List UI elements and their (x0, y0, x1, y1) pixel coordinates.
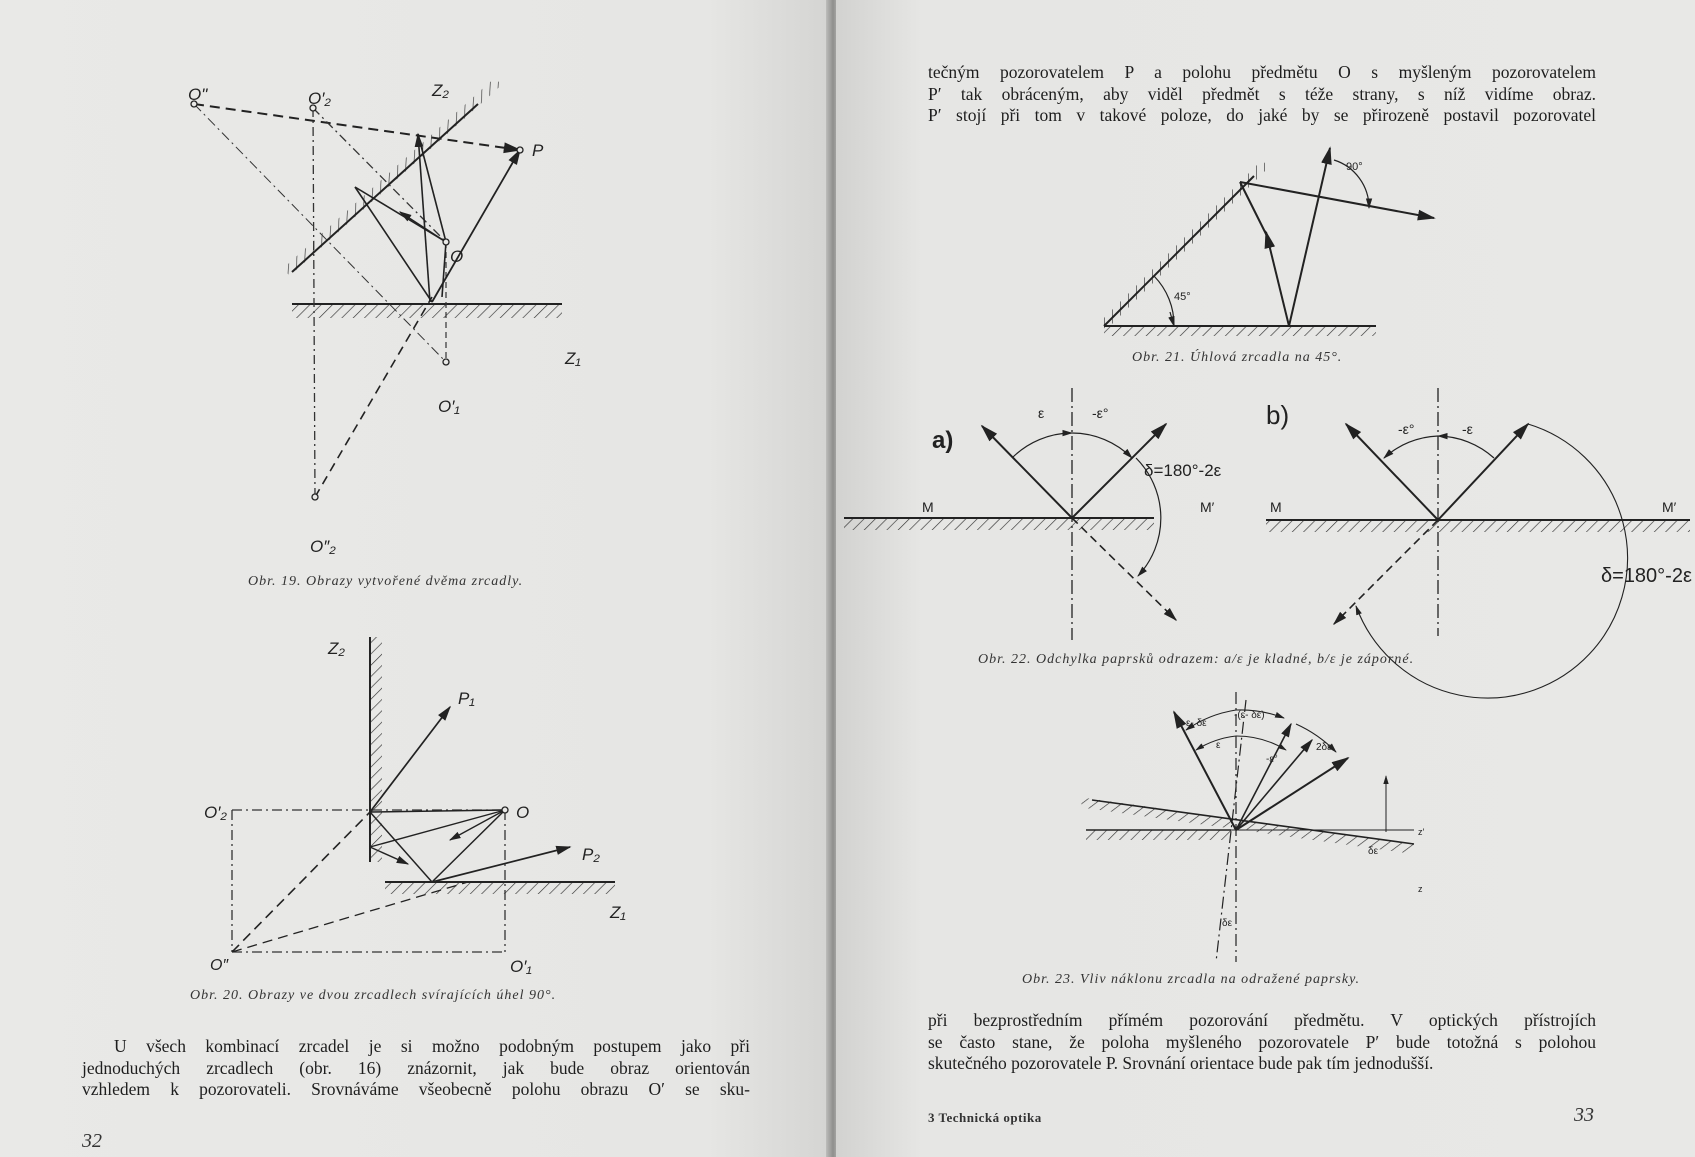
fig20-caption: Obr. 20. Obrazy ve dvou zrcadlech svírajících úhel 90°. (190, 988, 557, 1003)
fig20-label-p2: P₂ (582, 845, 600, 864)
fig19-label-o1-prime: O′₁ (438, 397, 460, 416)
right-bottom-line: při bezprostředním přímém pozorování předmětu. V optických přístrojích (928, 1010, 1596, 1030)
fig20-label-o1-prime: O′₁ (510, 957, 532, 976)
figure-20 (200, 632, 640, 976)
fig22-caption: Obr. 22. Odchylka paprsků odrazem: a/ε je kladné, b/ε je záporné. (978, 652, 1415, 667)
fig23-label-delta-bottom: δε (1222, 918, 1233, 929)
left-page-number: 32 (82, 1130, 102, 1152)
fig21-label-45: 45° (1174, 291, 1191, 303)
fig22a-label-a: a) (932, 427, 954, 454)
right-top-line: P′ stojí při tom v takové poloze, do jaké by se přirozeně postavil pozorovatel (928, 105, 1596, 125)
fig23-label-z: z (1418, 884, 1423, 894)
fig22a-label-delta: δ=180°-2ε (1144, 461, 1222, 480)
fig19-label-o: O (450, 247, 464, 266)
fig22a-label-m-prime: M′ (1200, 499, 1215, 515)
right-page-bottom-paragraph (928, 1010, 1596, 1075)
right-top-line: P′ tak obráceným, aby viděl předmět s téže strany, s níž vidíme obraz. (928, 83, 1596, 104)
figure-21 (1104, 140, 1464, 340)
fig22b-label-b: b) (1266, 400, 1290, 430)
fig22b-label-neg-eps-deg: -ε° (1398, 421, 1415, 437)
fig23-label-delta-right: δε (1368, 846, 1379, 857)
fig22a-label-neg-eps: -ε° (1092, 405, 1109, 421)
figure-23 (1086, 692, 1446, 972)
fig20-label-p1: P₁ (458, 689, 475, 708)
fig22b-label-neg-eps: -ε (1462, 421, 1473, 437)
fig22b-label-m-prime: M′ (1662, 499, 1677, 515)
left-page (0, 0, 832, 1157)
right-top-line: tečným pozorovatelem P a polohu předmětu O s myšleným pozorovatelem (928, 62, 1596, 82)
fig19-label-z2: Z₂ (432, 81, 449, 100)
fig21-label-90: 90° (1346, 161, 1363, 173)
fig23-label-eps: ε (1216, 740, 1221, 751)
fig22a-label-eps: ε (1038, 405, 1045, 421)
fig20-label-o: O (516, 803, 530, 822)
right-page-top-paragraph (928, 62, 1596, 127)
fig19-label-o2-prime: O′₂ (308, 89, 331, 108)
figure-19 (180, 72, 620, 556)
fig23-label-neg-eps-deg: -ε° (1266, 754, 1278, 765)
fig23-label-z-prime: z′ (1418, 827, 1425, 837)
fig19-label-z1: Z₁ (565, 349, 581, 368)
left-paragraph-line: U všech kombinací zrcadel je si možno podobným postupem jako při (114, 1036, 750, 1056)
figure-22a (836, 388, 1256, 648)
fig19-label-o2-dd: O″₂ (310, 537, 336, 556)
fig20-label-o-dd: O″ (210, 957, 229, 974)
fig22b-label-m: M (1270, 499, 1282, 515)
fig23-label-2delta: 2δε (1316, 742, 1332, 753)
left-paragraph-line: jednoduchých zrcadlech (obr. 16) znázornit, jak bude obraz orientován (82, 1057, 750, 1078)
fig19-label-p: P (532, 141, 544, 160)
figure-22b (1266, 388, 1695, 648)
fig23-label-eps-minus-delta: ε- δε (1186, 718, 1207, 729)
fig20-label-o2-prime: O′₂ (204, 803, 227, 822)
fig20-label-z1: Z₁ (610, 903, 626, 922)
fig20-label-z2: Z₂ (328, 639, 345, 658)
right-bottom-line: skutečného pozorovatele P. Srovnání orientace bude pak tím jednodušší. (928, 1053, 1434, 1073)
fig22a-label-m: M (922, 499, 934, 515)
fig19-caption: Obr. 19. Obrazy vytvořené dvěma zrcadly. (248, 574, 524, 589)
fig22b-label-delta: δ=180°-2ε (1601, 565, 1692, 587)
left-paragraph-line: vzhledem k pozorovateli. Srovnáváme všeobecně polohu obrazu O′ se sku- (82, 1079, 750, 1099)
fig23-caption: Obr. 23. Vliv náklonu zrcadla na odražené paprsky. (1022, 972, 1361, 987)
fig19-label-o-dd: O" (188, 85, 208, 104)
page-footer: 3 Technická optika (928, 1110, 1042, 1125)
fig23-label-neg-eps-minus-delta: -(ε- δε) (1234, 710, 1265, 721)
right-page-number: 33 (1574, 1104, 1594, 1126)
right-page (836, 0, 1695, 1157)
fig21-caption: Obr. 21. Úhlová zrcadla na 45°. (1132, 350, 1343, 365)
right-bottom-line: se často stane, že poloha myšleného pozorovatele P′ bude totožná s polohou (928, 1031, 1596, 1052)
left-page-paragraph (82, 1036, 750, 1101)
